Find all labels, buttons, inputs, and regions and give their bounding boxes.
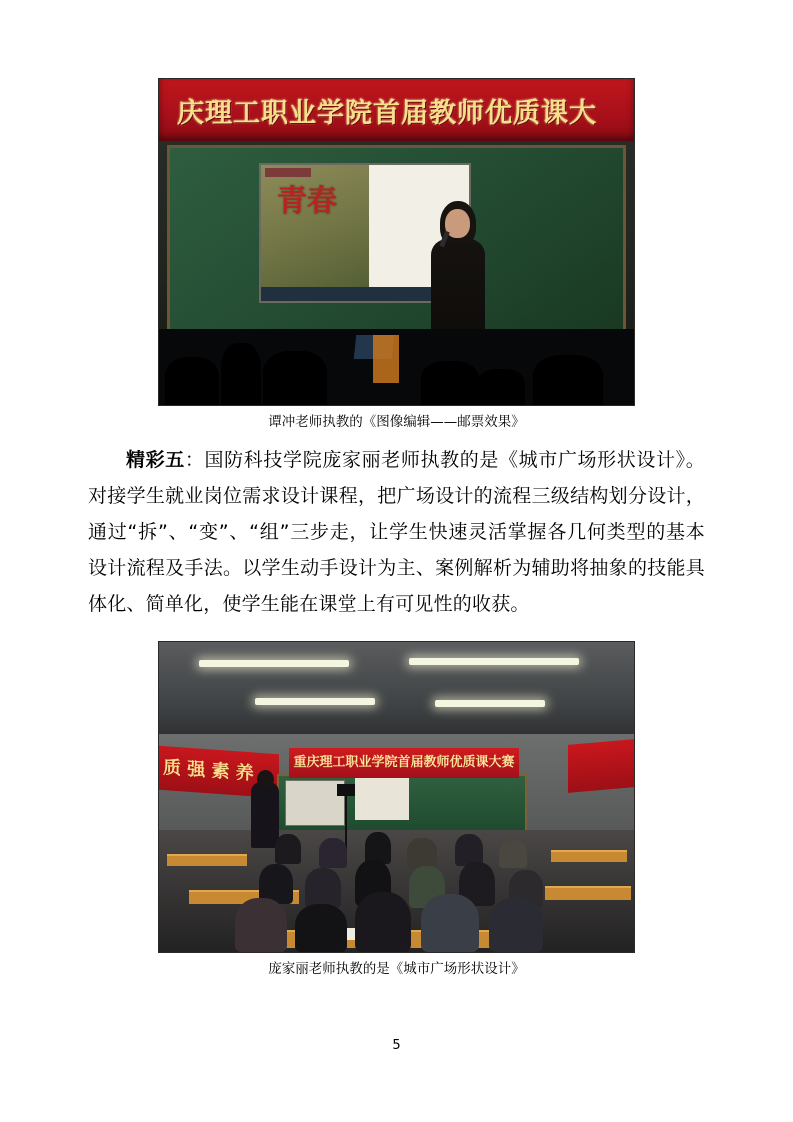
slide-title: 青春 bbox=[277, 184, 337, 219]
ceiling-light bbox=[255, 698, 375, 705]
tripod bbox=[345, 792, 347, 850]
paragraph-lead: 精彩五 bbox=[126, 449, 185, 471]
slide-tab bbox=[265, 168, 311, 177]
desk bbox=[545, 886, 631, 900]
main-banner bbox=[289, 748, 519, 778]
student bbox=[407, 838, 437, 868]
red-banner bbox=[159, 79, 634, 141]
student bbox=[295, 904, 347, 952]
figure-1 bbox=[88, 78, 705, 430]
desk-light bbox=[373, 335, 399, 383]
ceiling-light bbox=[435, 700, 545, 707]
student bbox=[421, 894, 479, 952]
figure-2 bbox=[88, 641, 705, 977]
ceiling bbox=[159, 642, 634, 734]
teacher-head bbox=[257, 770, 274, 789]
figure-1-image bbox=[158, 78, 635, 406]
slide-left-panel bbox=[261, 165, 369, 301]
page-number: 5 bbox=[392, 1038, 401, 1053]
figure-2-caption: 庞家丽老师执教的是《城市广场形状设计》 bbox=[268, 961, 525, 977]
student bbox=[499, 840, 527, 868]
student bbox=[235, 898, 287, 952]
desk bbox=[551, 850, 627, 862]
ceiling-light bbox=[409, 658, 579, 665]
ceiling-light bbox=[199, 660, 349, 667]
page-content bbox=[88, 78, 705, 977]
slide-artwork bbox=[355, 778, 409, 820]
side-banner-text: 质 强 素 养 bbox=[163, 757, 254, 785]
figure-1-caption: 谭冲老师执教的《图像编辑——邮票效果》 bbox=[268, 414, 525, 430]
student bbox=[355, 892, 411, 952]
student bbox=[489, 898, 543, 952]
main-banner-text: 重庆理工职业学院首届教师优质课大赛 bbox=[293, 755, 515, 770]
projection-screen bbox=[285, 780, 345, 826]
student bbox=[319, 838, 347, 868]
paragraph-body: ：国防科技学院庞家丽老师执教的是《城市广场形状设计》。对接学生就业岗位需求设计课程，把广场设计的流程三级结构划分设计，通过“拆”、“变”、“组”三步走，让学生快速灵活掌握各几何类型的基本设计流程及手法。以学生动手设计为主、案例解析为辅助将抽象的技能具体化、简单化，使学生能在课堂上有可见性的收获。 bbox=[88, 449, 706, 615]
desk bbox=[167, 854, 247, 866]
student bbox=[305, 868, 341, 908]
banner-text: 庆理工职业学院首届教师优质课大 bbox=[177, 98, 597, 129]
figure-2-image bbox=[158, 641, 635, 953]
student bbox=[275, 834, 301, 864]
right-banner bbox=[568, 739, 634, 793]
teacher-body bbox=[251, 782, 279, 848]
body-paragraph bbox=[88, 442, 705, 622]
